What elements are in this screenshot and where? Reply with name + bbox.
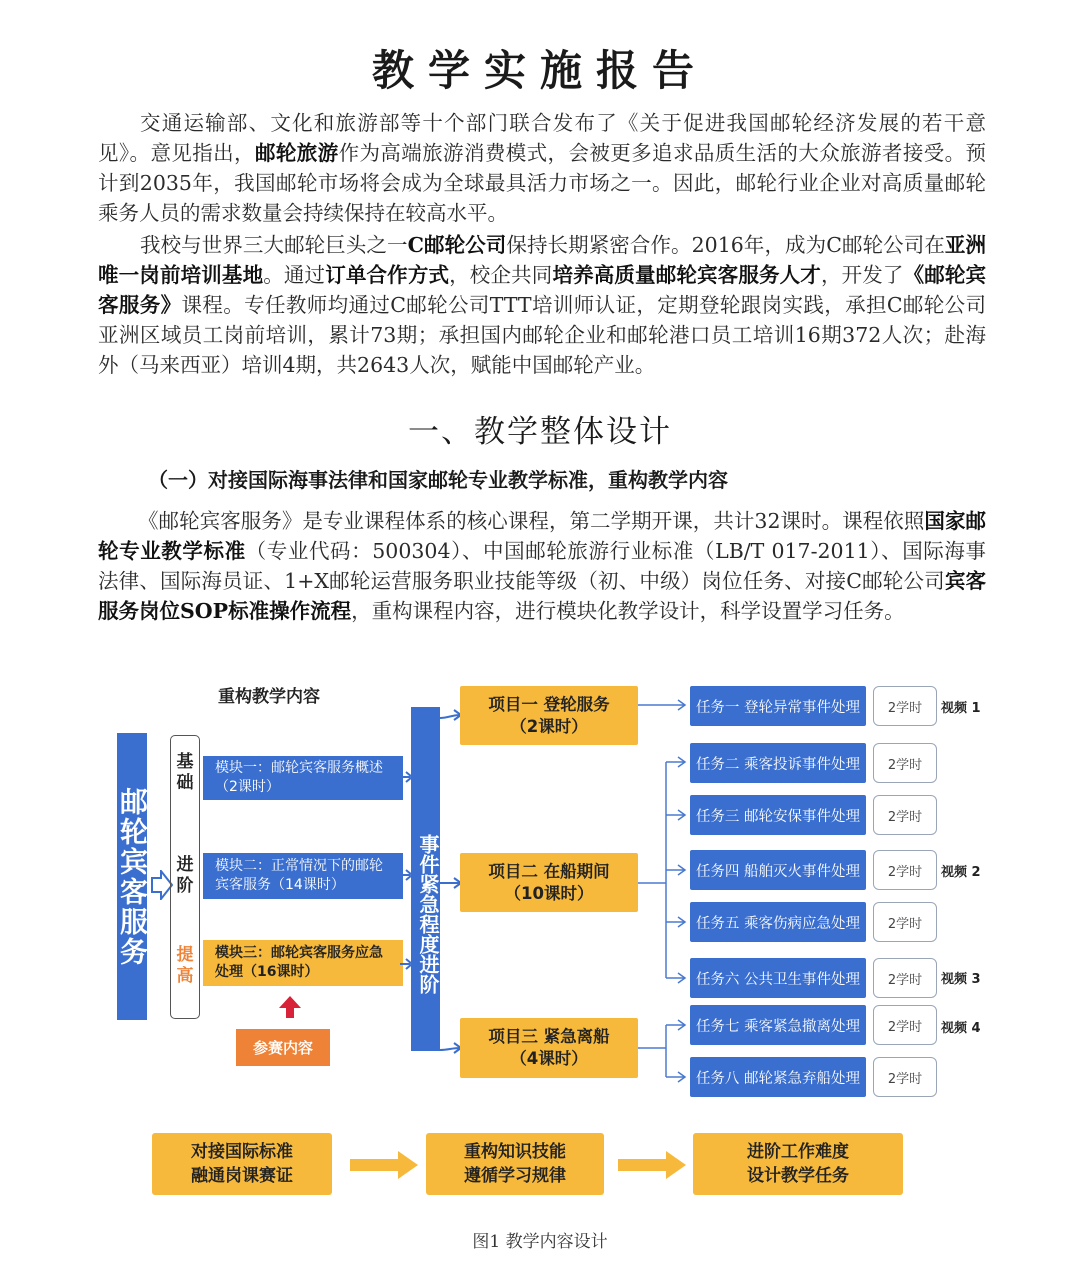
task-7: 任务七 乘客紧急撤离处理 [690, 1005, 866, 1045]
video-2-label: 视频 2 [941, 865, 981, 880]
level-advanced: 进阶 [176, 855, 194, 896]
principle-1-line-2: 融通岗课赛证 [191, 1166, 293, 1186]
task-3-hours: 2学时 [873, 795, 937, 835]
emphasis-text: 国家邮轮专业教学标准 [98, 509, 987, 563]
project-3-hours: （4课时） [510, 1049, 588, 1068]
task-4-hours: 2学时 [873, 850, 937, 890]
text-run: 作为高端旅游消费模式，会被更多追求品质生活的大众旅游者接受。预计到2035年，我国邮轮市场将会成为全球最具活力市场之一。因此，邮轮行业企业对高质量邮轮乘务人员的需求数量会持续保持在较高水平。 [98, 141, 987, 225]
video-1-label: 视频 1 [941, 701, 981, 716]
arrow-right-icon [350, 1150, 420, 1180]
principle-3-line-1: 进阶工作难度 [747, 1142, 849, 1162]
competition-box: 参赛内容 [236, 1029, 330, 1066]
task-8: 任务八 邮轮紧急弃船处理 [690, 1057, 866, 1097]
project-2 [460, 853, 638, 912]
text-run: ，重构课程内容，进行模块化教学设计，科学设置学习任务。 [351, 599, 905, 623]
principle-2-line-1: 重构知识技能 [464, 1142, 566, 1162]
principle-3 [693, 1133, 903, 1195]
text-run: 课程。专任教师均通过C邮轮公司TTT培训师认证，定期登轮跟岗实践，承担C邮轮公司亚洲区域员工岗前培训，累计73期；承担国内邮轮企业和邮轮港口员工培训16期372人次；赴海外（马来西亚）培训4期，共2643人次，赋能中国邮轮产业。 [98, 293, 986, 377]
task-2-hours: 2学时 [873, 743, 937, 783]
text-run: 。通过 [263, 263, 326, 287]
video-3-label: 视频 3 [941, 972, 981, 987]
intro-paragraph-1 [98, 108, 986, 228]
emphasis-text: C邮轮公司 [407, 233, 507, 257]
project-3 [460, 1018, 638, 1078]
task-5-hours: 2学时 [873, 902, 937, 942]
module-1: 模块一：邮轮宾客服务概述（2课时） [203, 756, 403, 800]
up-arrow-icon [278, 995, 302, 1019]
task-6: 任务六 公共卫生事件处理 [690, 958, 866, 998]
emphasis-text: 宾客服务岗位SOP标准操作流程 [98, 569, 987, 623]
project-1-name: 项目一 登轮服务 [488, 694, 610, 714]
diagram-heading: 重构教学内容 [218, 687, 320, 707]
principle-1 [152, 1133, 332, 1195]
project-2-hours: （10课时） [504, 883, 594, 903]
emphasis-text: 《邮轮宾客服务》 [98, 263, 987, 317]
arrow-right-icon [618, 1150, 688, 1180]
task-4: 任务四 船舶灭火事件处理 [690, 850, 866, 890]
module-2: 模块二：正常情况下的邮轮宾客服务（14课时） [203, 853, 403, 899]
task-3: 任务三 邮轮安保事件处理 [690, 795, 866, 835]
text-run: 交通运输部、文化和旅游部等十个部门联合发布了《关于促进我国邮轮经济发展的若干意见》。意见指出， [98, 111, 986, 165]
intro-paragraph-2 [98, 230, 986, 380]
task-1-hours: 2学时 [873, 686, 937, 726]
course-box: 邮轮宾客服务 [117, 733, 147, 1020]
video-4-label: 视频 4 [941, 1021, 981, 1036]
text-run: 《邮轮宾客服务》是专业课程体系的核心课程，第二学期开课，共计32课时。课程依照 [138, 509, 925, 533]
project-1 [460, 686, 638, 745]
task-2: 任务二 乘客投诉事件处理 [690, 743, 866, 783]
text-run: （专业代码：500304）、中国邮轮旅游行业标准（LB/T 017-2011）、国际海事法律、国际海员证、1+X邮轮运营服务职业技能等级（初、中级）岗位任务、对接C邮轮公司 [98, 539, 986, 593]
task-8-hours: 2学时 [873, 1057, 937, 1097]
principle-3-line-2: 设计教学任务 [747, 1166, 849, 1186]
figure-caption: 图1 教学内容设计 [472, 1232, 608, 1252]
page-title: 教学实施报告 [371, 46, 708, 95]
principle-2-line-2: 遵循学习规律 [464, 1166, 566, 1186]
project-1-hours: （2课时） [510, 716, 588, 736]
section-paragraph [98, 506, 986, 626]
principle-2 [426, 1133, 604, 1195]
emphasis-text: 订单合作方式 [325, 263, 450, 287]
text-run: 保持长期紧密合作。2016年，成为C邮轮公司在 [506, 233, 945, 257]
emphasis-text: 邮轮旅游 [254, 141, 339, 165]
emphasis-text: 亚洲唯一岗前培训基地 [98, 233, 987, 287]
text-run: ，开发了 [820, 263, 904, 287]
section-heading: 一、教学整体设计 [408, 414, 672, 450]
text-run: ，校企共同 [449, 263, 553, 287]
task-5: 任务五 乘客伤病应急处理 [690, 902, 866, 942]
level-basic: 基础 [176, 752, 194, 793]
project-2-name: 项目二 在船期间 [488, 861, 610, 881]
task-7-hours: 2学时 [873, 1005, 937, 1045]
event-urgency-bar: 事件紧急程度进阶 [411, 707, 440, 1051]
text-run: 我校与世界三大邮轮巨头之一 [140, 233, 408, 257]
emphasis-text: 培养高质量邮轮宾客服务人才 [552, 263, 821, 287]
subsection-heading: （一）对接国际海事法律和国家邮轮专业教学标准，重构教学内容 [148, 468, 728, 492]
module-3: 模块三：邮轮宾客服务应急处理（16课时） [203, 940, 403, 986]
principle-1-line-1: 对接国际标准 [191, 1142, 293, 1162]
task-connectors [638, 680, 694, 1100]
event-bar-shape [411, 707, 440, 1051]
project-3-name: 项目三 紧急离船 [488, 1027, 610, 1046]
task-1: 任务一 登轮异常事件处理 [690, 686, 866, 726]
task-6-hours: 2学时 [873, 958, 937, 998]
level-improve: 提高 [176, 945, 194, 986]
